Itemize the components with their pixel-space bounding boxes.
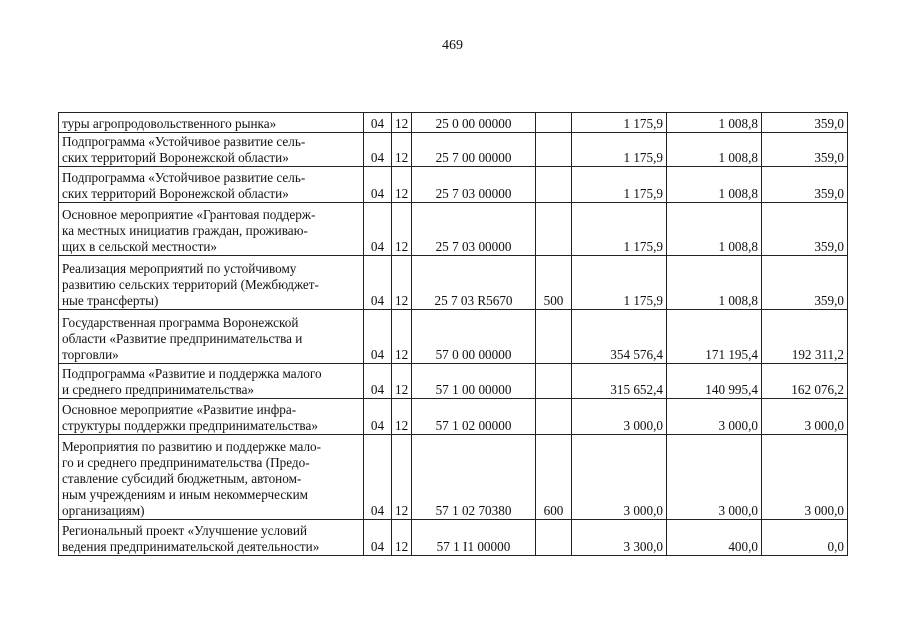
amount-year1-cell: 1 175,9 bbox=[572, 113, 667, 133]
target-article-cell: 25 7 03 00000 bbox=[412, 203, 536, 256]
section-code-cell: 04 bbox=[364, 399, 392, 435]
row-name-cell: Подпрограмма «Устойчивое развитие сель- ских территорий Воронежской области» bbox=[59, 167, 364, 203]
subsection-code-cell: 12 bbox=[392, 520, 412, 556]
subsection-code-cell: 12 bbox=[392, 364, 412, 399]
amount-year2-cell: 400,0 bbox=[667, 520, 762, 556]
amount-year2-cell: 1 008,8 bbox=[667, 256, 762, 310]
row-name-cell: Мероприятия по развитию и поддержке мало- го и среднего предпринимательства (Предо- ставление субсидий бюджетным, автоном- ным учреждениям и иным некоммерческим организациям) bbox=[59, 435, 364, 520]
expense-type-cell: 600 bbox=[536, 435, 572, 520]
section-code-cell: 04 bbox=[364, 133, 392, 167]
amount-year1-cell: 3 300,0 bbox=[572, 520, 667, 556]
amount-year1-cell: 3 000,0 bbox=[572, 435, 667, 520]
amount-year3-cell: 359,0 bbox=[762, 113, 848, 133]
subsection-code-cell: 12 bbox=[392, 203, 412, 256]
amount-year3-cell: 359,0 bbox=[762, 256, 848, 310]
row-name-cell: Государственная программа Воронежской области «Развитие предпринимательства и торговли» bbox=[59, 310, 364, 364]
section-code-cell: 04 bbox=[364, 113, 392, 133]
row-name-cell: Основное мероприятие «Грантовая поддерж- ка местных инициатив граждан, проживаю- щих в сельской местности» bbox=[59, 203, 364, 256]
amount-year3-cell: 0,0 bbox=[762, 520, 848, 556]
expense-type-cell bbox=[536, 364, 572, 399]
table-row bbox=[59, 399, 848, 435]
section-code-cell: 04 bbox=[364, 520, 392, 556]
table-row bbox=[59, 435, 848, 520]
target-article-cell: 57 1 02 00000 bbox=[412, 399, 536, 435]
amount-year2-cell: 1 008,8 bbox=[667, 133, 762, 167]
expense-type-cell bbox=[536, 520, 572, 556]
amount-year2-cell: 3 000,0 bbox=[667, 399, 762, 435]
amount-year2-cell: 3 000,0 bbox=[667, 435, 762, 520]
section-code-cell: 04 bbox=[364, 256, 392, 310]
target-article-cell: 57 1 I1 00000 bbox=[412, 520, 536, 556]
target-article-cell: 57 0 00 00000 bbox=[412, 310, 536, 364]
expense-type-cell bbox=[536, 167, 572, 203]
amount-year3-cell: 3 000,0 bbox=[762, 435, 848, 520]
expense-type-cell bbox=[536, 310, 572, 364]
subsection-code-cell: 12 bbox=[392, 133, 412, 167]
amount-year2-cell: 171 195,4 bbox=[667, 310, 762, 364]
amount-year3-cell: 162 076,2 bbox=[762, 364, 848, 399]
table-row bbox=[59, 113, 848, 133]
amount-year1-cell: 1 175,9 bbox=[572, 256, 667, 310]
amount-year2-cell: 1 008,8 bbox=[667, 167, 762, 203]
subsection-code-cell: 12 bbox=[392, 435, 412, 520]
expense-type-cell bbox=[536, 399, 572, 435]
target-article-cell: 25 7 03 00000 bbox=[412, 167, 536, 203]
table-row bbox=[59, 310, 848, 364]
row-name-cell: Основное мероприятие «Развитие инфра- структуры поддержки предпринимательства» bbox=[59, 399, 364, 435]
section-code-cell: 04 bbox=[364, 203, 392, 256]
section-code-cell: 04 bbox=[364, 435, 392, 520]
table-body bbox=[59, 113, 848, 556]
amount-year2-cell: 1 008,8 bbox=[667, 203, 762, 256]
row-name-cell: Реализация мероприятий по устойчивому развитию сельских территорий (Межбюджет- ные трансферты) bbox=[59, 256, 364, 310]
amount-year1-cell: 1 175,9 bbox=[572, 167, 667, 203]
table-row bbox=[59, 520, 848, 556]
amount-year3-cell: 359,0 bbox=[762, 203, 848, 256]
amount-year2-cell: 140 995,4 bbox=[667, 364, 762, 399]
table-row bbox=[59, 203, 848, 256]
row-name-cell: Региональный проект «Улучшение условий ведения предпринимательской деятельности» bbox=[59, 520, 364, 556]
amount-year1-cell: 3 000,0 bbox=[572, 399, 667, 435]
amount-year1-cell: 1 175,9 bbox=[572, 133, 667, 167]
target-article-cell: 25 7 03 R5670 bbox=[412, 256, 536, 310]
subsection-code-cell: 12 bbox=[392, 256, 412, 310]
amount-year3-cell: 3 000,0 bbox=[762, 399, 848, 435]
row-name-cell: туры агропродовольственного рынка» bbox=[59, 113, 364, 133]
target-article-cell: 25 7 00 00000 bbox=[412, 133, 536, 167]
amount-year1-cell: 315 652,4 bbox=[572, 364, 667, 399]
table-row bbox=[59, 256, 848, 310]
expense-type-cell bbox=[536, 203, 572, 256]
expense-type-cell bbox=[536, 113, 572, 133]
page-number: 469 bbox=[442, 38, 463, 53]
expense-type-cell: 500 bbox=[536, 256, 572, 310]
amount-year3-cell: 192 311,2 bbox=[762, 310, 848, 364]
subsection-code-cell: 12 bbox=[392, 167, 412, 203]
amount-year3-cell: 359,0 bbox=[762, 167, 848, 203]
amount-year1-cell: 1 175,9 bbox=[572, 203, 667, 256]
table-row bbox=[59, 364, 848, 399]
subsection-code-cell: 12 bbox=[392, 113, 412, 133]
amount-year2-cell: 1 008,8 bbox=[667, 113, 762, 133]
section-code-cell: 04 bbox=[364, 364, 392, 399]
amount-year1-cell: 354 576,4 bbox=[572, 310, 667, 364]
budget-table bbox=[58, 112, 848, 556]
target-article-cell: 57 1 02 70380 bbox=[412, 435, 536, 520]
expense-type-cell bbox=[536, 133, 572, 167]
table-row bbox=[59, 167, 848, 203]
row-name-cell: Подпрограмма «Развитие и поддержка малого и среднего предпринимательства» bbox=[59, 364, 364, 399]
target-article-cell: 57 1 00 00000 bbox=[412, 364, 536, 399]
subsection-code-cell: 12 bbox=[392, 310, 412, 364]
table-row bbox=[59, 133, 848, 167]
section-code-cell: 04 bbox=[364, 167, 392, 203]
target-article-cell: 25 0 00 00000 bbox=[412, 113, 536, 133]
subsection-code-cell: 12 bbox=[392, 399, 412, 435]
section-code-cell: 04 bbox=[364, 310, 392, 364]
row-name-cell: Подпрограмма «Устойчивое развитие сель- ских территорий Воронежской области» bbox=[59, 133, 364, 167]
amount-year3-cell: 359,0 bbox=[762, 133, 848, 167]
